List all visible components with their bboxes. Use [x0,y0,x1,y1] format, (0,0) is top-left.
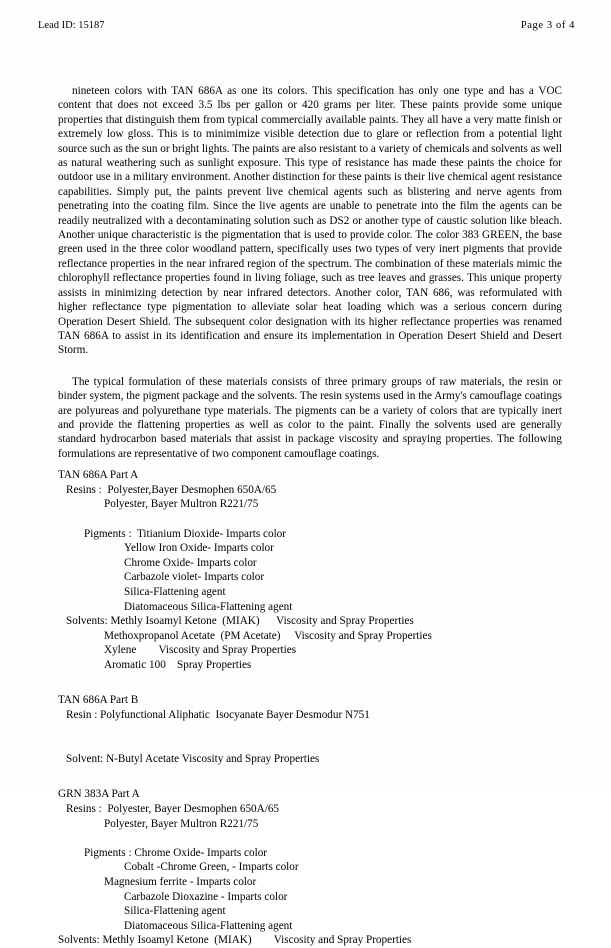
lead-id-label: Lead ID: 15187 [38,20,105,31]
formulation-line: Carbazole Dioxazine - Imparts color [124,890,288,903]
formulation-line: Silica-Flattening agent [124,585,226,598]
formulation-line: Resins : Polyester, Bayer Desmophen 650A/65 [66,803,280,816]
section-spacer-1 [58,461,562,468]
formulation-line: Solvents: Methly Isoamyl Ketone (MIAK) Viscosity and Spray Properties [58,934,412,947]
formulation-line: Xylene Viscosity and Spray Properties [104,644,297,657]
formulation-line: Yellow Iron Oxide- Imparts color [124,542,274,555]
section-spacer-3 [58,766,562,787]
formulation-line: Polyester, Bayer Multron R221/75 [104,817,259,830]
formulation-line: Polyester, Bayer Multron R221/75 [104,498,259,511]
formulation-title-tan686a-part-a: TAN 686A Part A [58,469,139,482]
formulation-line: Pigments : Chrome Oxide- Imparts color [84,846,268,859]
formulation-line: Methoxpropanol Acetate (PM Acetate) Viscosity and Spray Properties [104,629,432,642]
formulation-line: Solvent: N-Butyl Acetate Viscosity and Spray Properties [66,752,320,765]
formulation-line: Diatomaceous Silica-Flattening agent [124,919,293,932]
formulation-title-tan686a-part-b: TAN 686A Part B [58,694,139,707]
formulation-line: Pigments : Titianium Dioxide- Imparts color [84,527,286,540]
formulation-line: Solvents: Methly Isoamyl Ketone (MIAK) Viscosity and Spray Properties [66,615,414,628]
formulation-line: Cobalt -Chrome Green, - Imparts color [124,861,299,874]
section-spacer-2 [58,672,562,693]
formulation-line: Diatomaceous Silica-Flattening agent [124,600,293,613]
formulation-line: Magnesium ferrite - Imparts color [104,876,257,888]
formulation-line: Silica-Flattening agent [124,905,226,918]
formulation-line: Chrome Oxide- Imparts color [124,556,257,569]
formulation-line: Carbazole violet- Imparts color [124,571,265,584]
formulation-blank-line [58,723,562,738]
formulation-blank-line [58,737,562,752]
formulation-line: Aromatic 100 Spray Properties [104,658,252,671]
formulation-line: Resin : Polyfunctional Aliphatic Isocyanate Bayer Desmodur N751 [66,709,370,722]
page-header [0,20,611,36]
paragraph-1: nineteen colors with TAN 686A as one its colors. This specification has only one type and has a VOC content that does not exceed 3.5 lbs per gallon or 420 grams per liter. These paints provide some unique properties that distinguish them from typical commercially available paints. They all have a very matte finish or extremely low gloss. This is to minimimize visible detection due to glare or reflection from a potential light source such as the sun or bright lights. The paints are also resistant to a variety of chemicals and solvents as well as natural weathering such as sunlight exposure. This type of resistance has made these paints the choice for outdoor use in a military environment. Another distinction for these paints is their live chemical agent resistance capabilities. Simply put, the paints prevent live chemical agents such as blistering and nerve agents from penetrating into the coating film. Since the live agents are unable to penetrate into the film the agents can be readily neutralized with a decontaminating solution such as DS2 or another type of caustic solution like bleach. Another unique characteristic is the pigmentation that is used to provide color. The color 383 GREEN, the base green used in the three color woodland pattern, specifically uses two types of very inert pigments that provide reflectance properties in the near infrared region of the spectrum. The combination of these materials mimic the chlorophyll reflectance properties found in living foliage, such as tree leaves and grasses. This unique property assists in minimizing detection by near infrared detectors. Another color, TAN 686, was reformulated with higher reflectance type pigmentation to alleviate solar heat loading which was a serious concern during Operation Desert Shield. The subsequent color designation with its higher reflectance properties was renamed TAN 686A to assist in its identification and ensure its implementation in Operation Desert Shield and Desert Storm. [58,85,562,357]
paragraph-2: The typical formulation of these materials consists of three primary groups of raw materials, the resin or binder system, the pigment package and the solvents. The resin systems used in the Army's camouflage coatings are polyureas and polyurethane type materials. The pigments can be a variety of colors that are typically inert and provide the flattening properties as well as color to the paint. Finally the solvents used are generally standard hydrocarbon based materials that assist in package viscosity and spraying properties. The following formulations are representative of two component camouflage coatings. [58,375,562,460]
formulation-blank-line [58,831,562,846]
document-body [58,84,562,948]
formulation-title-grn383a-part-a: GRN 383A Part A [58,788,140,801]
page-number-label: Page 3 of 4 [520,20,575,31]
formulation-blank-line [58,512,562,527]
paragraph-spacer [58,358,562,375]
formulation-line: Resins : Polyester,Bayer Desmophen 650A/65 [66,483,277,496]
